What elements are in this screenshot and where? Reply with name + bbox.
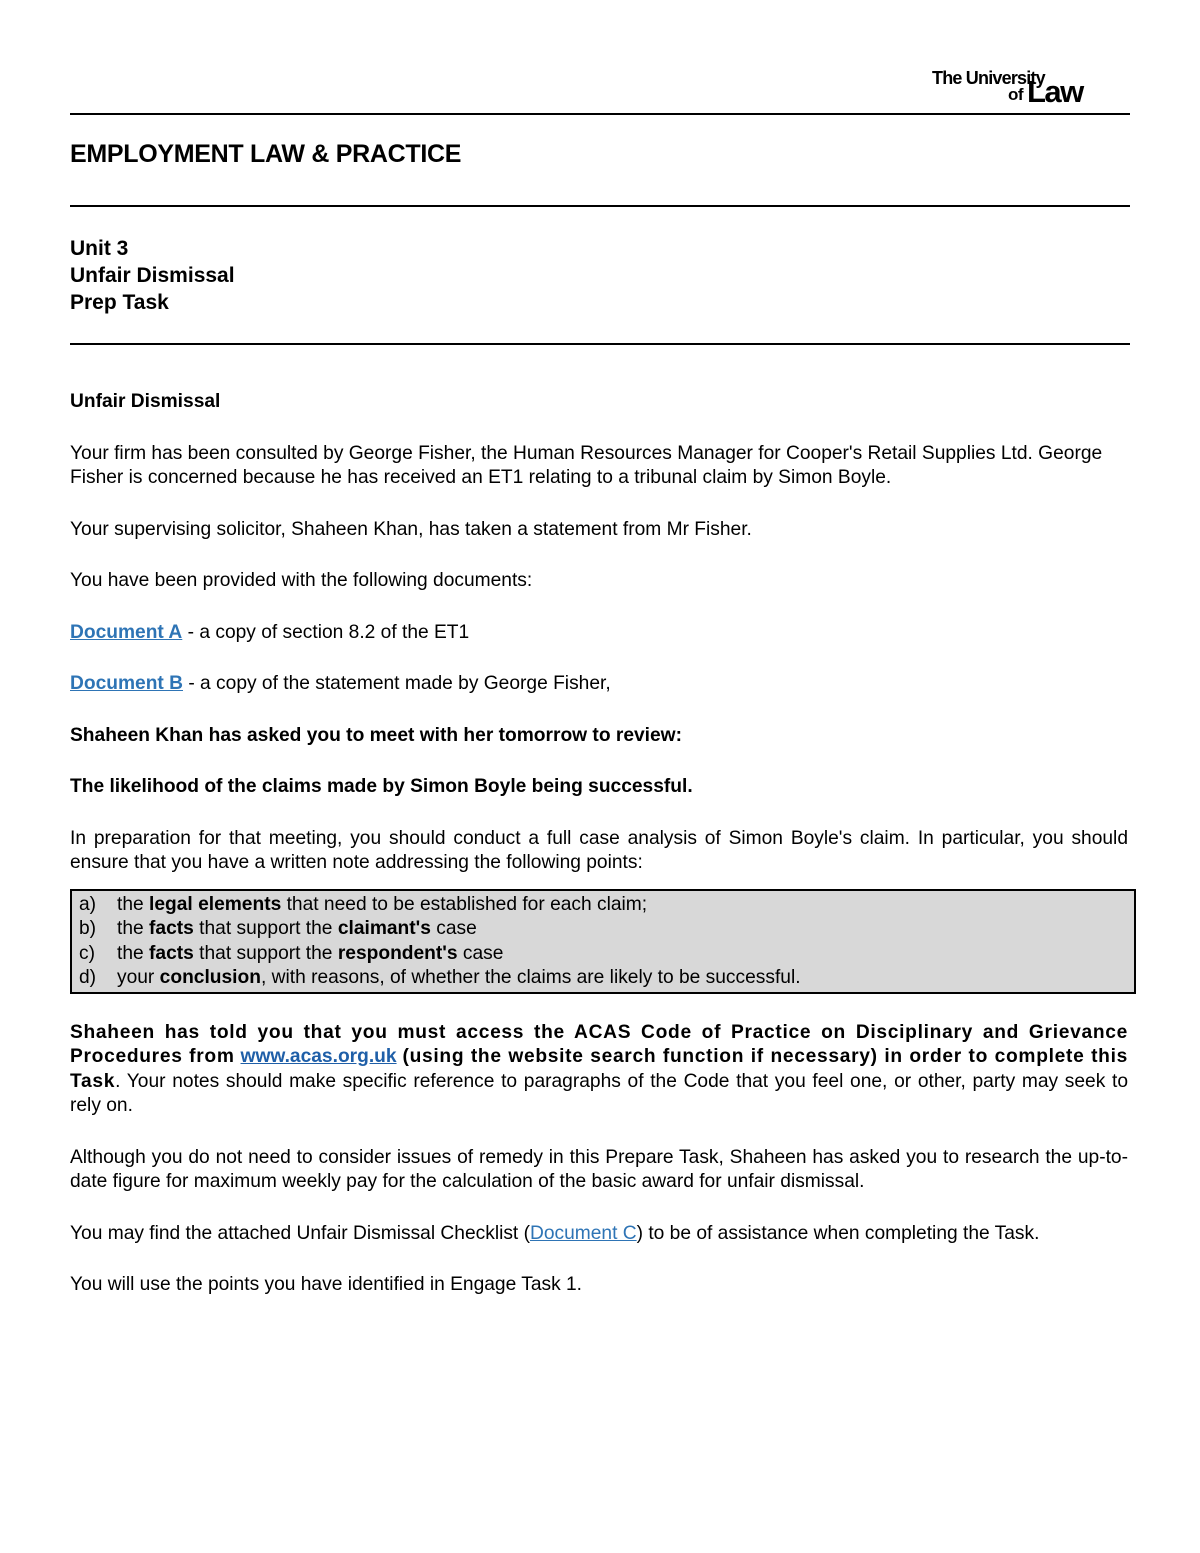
remedy-paragraph: Although you do not need to consider issues of remedy in this Prepare Task, Shaheen has asked you to research the up-to-date figure for maximum weekly pay for the calculation of the basic award for unfair dismissal. — [70, 1146, 1128, 1192]
task-point — [79, 942, 1134, 967]
task-point-label: b) — [79, 918, 97, 939]
task-point-label: c) — [79, 942, 95, 964]
checklist-text-continued: ) to be of assistance when completing the Task. — [636, 1222, 1040, 1244]
logo-of: of — [1008, 85, 1024, 104]
document-b-link[interactable]: Document B — [70, 673, 183, 694]
header-rule-bottom — [70, 343, 1130, 345]
review-topic: The likelihood of the claims made by Simon Boyle being successful. — [70, 776, 693, 797]
header-rule-top — [70, 113, 1130, 115]
task-text: that need to be established for each claim; — [281, 893, 648, 915]
intro-paragraph: Your firm has been consulted by George Fisher, the Human Resources Manager for Cooper's Retail Supplies Ltd. George Fisher is concerned because he has received an ET1 relating to a tribunal claim by Simon Boyle. — [70, 442, 1103, 488]
page-title: EMPLOYMENT LAW & PRACTICE — [70, 140, 462, 168]
task-text: case — [430, 918, 477, 939]
university-of-law-logo — [930, 68, 1130, 108]
document-a-link[interactable]: Document A — [70, 621, 183, 643]
acas-paragraph — [70, 1021, 1128, 1119]
unit-topic: Unfair Dismissal — [70, 264, 235, 287]
task-emphasis: legal elements — [149, 893, 282, 915]
task-text: the — [117, 918, 150, 939]
section-heading: Unfair Dismissal — [70, 391, 221, 412]
task-point-text — [117, 942, 503, 967]
task-text: the — [117, 893, 150, 915]
task-emphasis: respondent's — [337, 942, 458, 964]
task-text: , with reasons, of whether the claims are likely to be successful. — [260, 967, 801, 988]
engage-paragraph: You will use the points you have identified in Engage Task 1. — [70, 1274, 583, 1295]
task-point-text — [117, 966, 801, 991]
document-body — [70, 390, 1128, 1325]
task-emphasis: facts — [149, 942, 194, 964]
task-emphasis: conclusion — [159, 967, 261, 988]
document-c-link[interactable]: Document C — [529, 1222, 637, 1244]
task-text: case — [457, 942, 504, 964]
logo-line-1: The University — [932, 68, 1045, 88]
meeting-request: Shaheen Khan has asked you to meet with her tomorrow to review: — [70, 724, 682, 746]
task-point-label: a) — [79, 893, 97, 915]
acas-instruction: Shaheen has told you that you must access the ACAS Code of Practice on Disciplinary and Grievance Procedures from — [70, 1021, 1128, 1067]
preparation-paragraph: In preparation for that meeting, you should conduct a full case analysis of Simon Boyle's claim. In particular, you should ensure that you have a written note addressing the following points: — [70, 827, 1128, 873]
unit-task: Prep Task — [70, 291, 169, 314]
acas-instruction-continued: (using the website search function if necessary) in order to complete this Task — [70, 1046, 1128, 1092]
task-points-box — [70, 889, 1136, 994]
task-text: that support the — [193, 942, 338, 964]
document-a-item — [70, 621, 1128, 646]
task-point-text — [117, 893, 647, 918]
task-point-label: d) — [79, 967, 97, 988]
acas-notes: . Your notes should make specific reference to paragraphs of the Code that you feel one, or other, party may seek to rely on. — [70, 1070, 1128, 1116]
header-rule-middle — [70, 205, 1130, 207]
task-text: your — [117, 967, 160, 988]
task-emphasis: facts — [149, 918, 194, 939]
task-point — [79, 917, 1134, 942]
unit-block — [70, 235, 235, 316]
checklist-paragraph — [70, 1222, 1128, 1247]
document-b-item — [70, 672, 1128, 697]
task-point — [79, 893, 1134, 918]
task-text: the — [117, 942, 150, 964]
task-text: that support the — [193, 918, 338, 939]
unit-number: Unit 3 — [70, 237, 129, 260]
task-point-text — [117, 917, 477, 942]
task-point — [79, 966, 1134, 991]
task-emphasis: claimant's — [337, 918, 431, 939]
supervisor-paragraph: Your supervising solicitor, Shaheen Khan, has taken a statement from Mr Fisher. — [70, 518, 752, 540]
document-a-description: - a copy of section 8.2 of the ET1 — [182, 621, 470, 643]
acas-website-link[interactable]: www.acas.org.uk — [240, 1046, 397, 1067]
logo-law: Law — [1027, 74, 1083, 109]
document-b-description: - a copy of the statement made by George Fisher, — [183, 673, 611, 694]
checklist-text: You may find the attached Unfair Dismissal Checklist ( — [70, 1222, 530, 1244]
documents-intro: You have been provided with the following documents: — [70, 570, 533, 591]
